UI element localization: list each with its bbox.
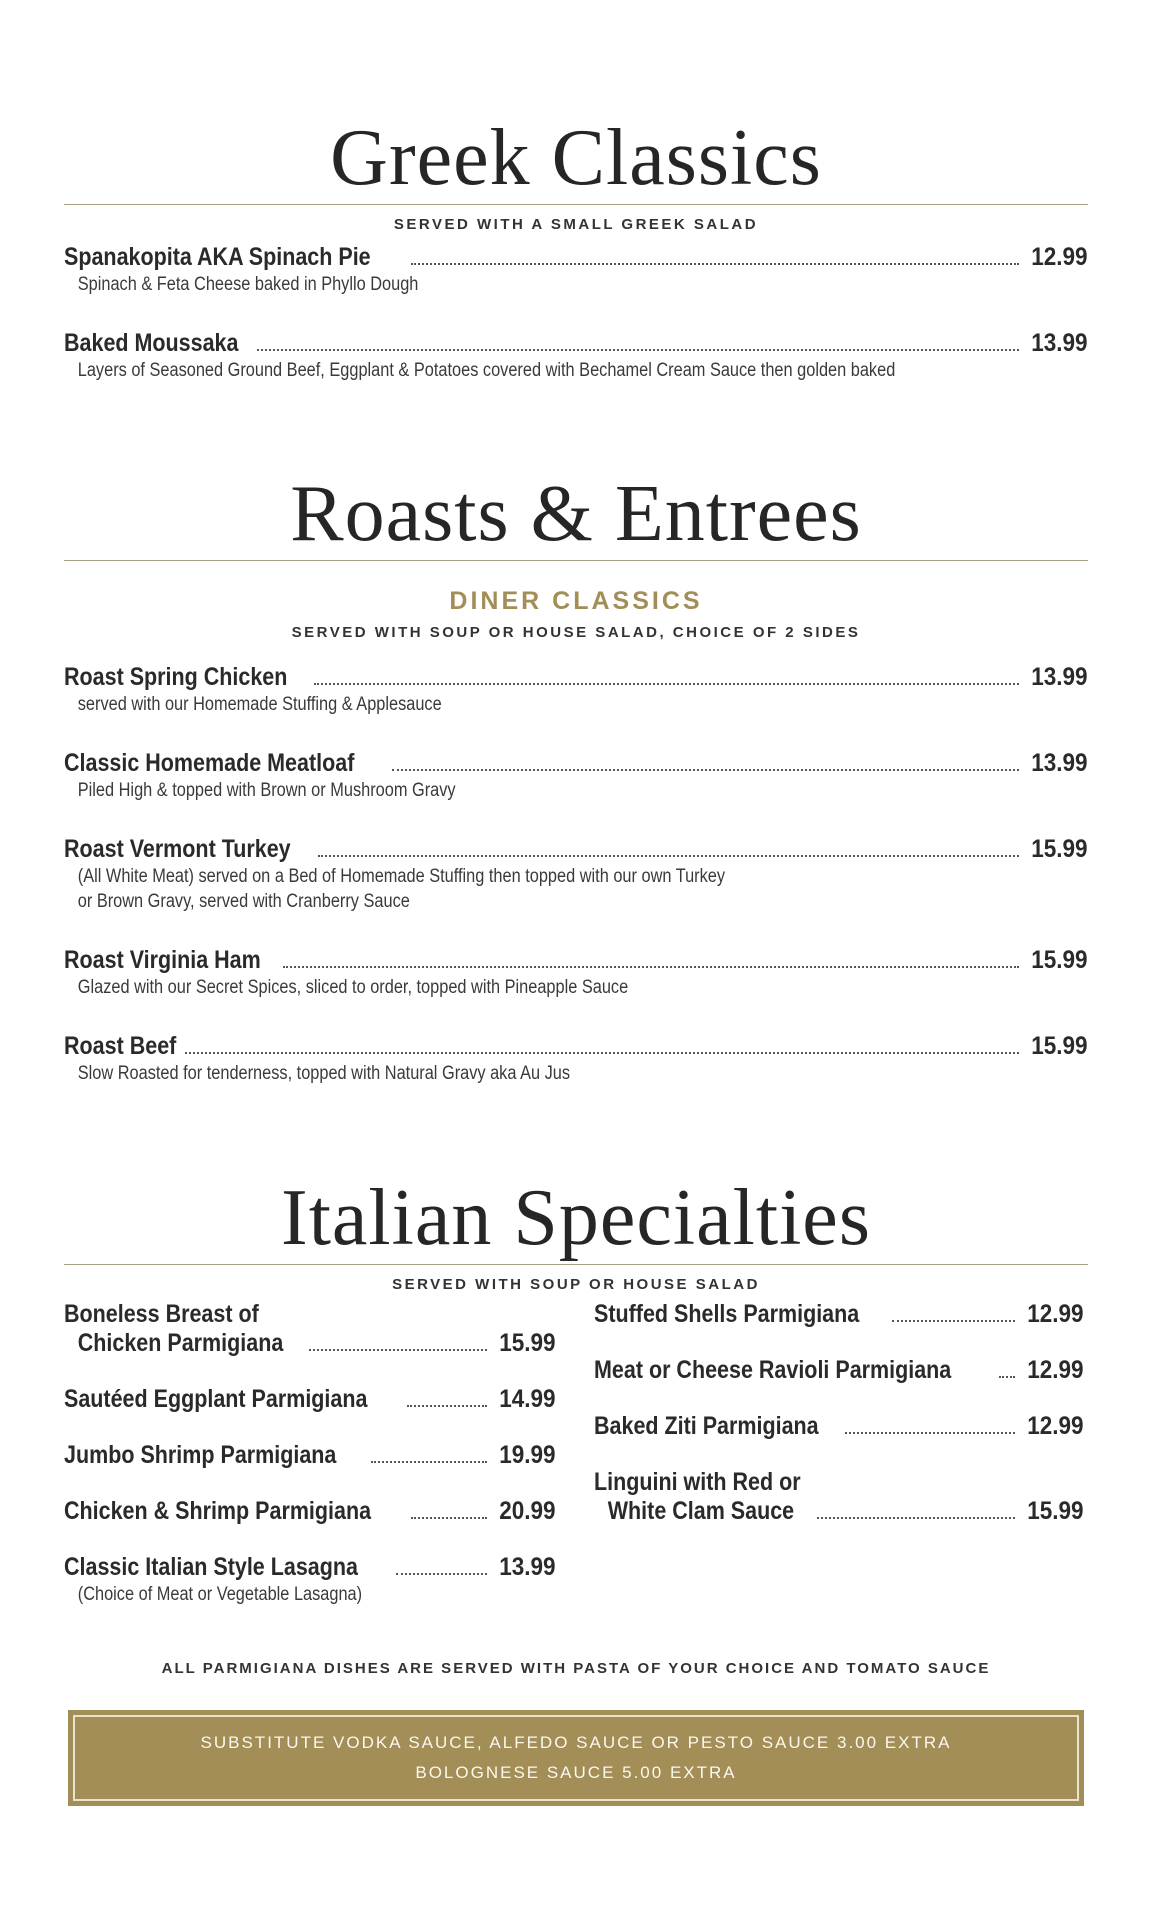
italian-left-column [64, 1300, 556, 1607]
item-price: 20.99 [499, 1497, 556, 1525]
item-name: Classic Italian Style Lasagna [64, 1553, 358, 1581]
item-name: Roast Spring Chicken [64, 663, 288, 691]
section-title: Roasts & Entrees [290, 470, 862, 558]
item-name: Jumbo Shrimp Parmigiana [64, 1441, 337, 1469]
item-description: (All White Meat) served on a Bed of Homemade Stuffing then topped with our own Turkey [77, 866, 726, 887]
item-price: 12.99 [1027, 1412, 1084, 1440]
menu-item [64, 835, 1088, 914]
item-price: 19.99 [499, 1441, 556, 1469]
dot-leader [411, 263, 1020, 265]
dot-leader [396, 1573, 488, 1575]
section-subtitle: SERVED WITH A SMALL GREEK SALAD [393, 216, 759, 233]
italian-right-column [594, 1300, 1084, 1526]
item-name: Stuffed Shells Parmigiana [594, 1300, 860, 1328]
greek-classics-section [64, 116, 1088, 383]
item-price: 12.99 [1031, 243, 1088, 271]
menu-item [64, 663, 1088, 717]
item-description-line-2: or Brown Gravy, served with Cranberry Sauce [77, 891, 410, 912]
menu-item [64, 1385, 556, 1414]
item-name: Sautéed Eggplant Parmigiana [64, 1385, 368, 1413]
divider [64, 204, 1088, 205]
dot-leader [392, 769, 1020, 771]
section-title: Greek Classics [330, 114, 822, 202]
divider [64, 1264, 1088, 1265]
item-description: served with our Homemade Stuffing & Applesauce [77, 694, 442, 715]
sauce-substitution-line-2: BOLOGNESE SAUCE 5.00 EXTRA [415, 1763, 737, 1782]
item-price: 15.99 [1031, 1032, 1088, 1060]
item-price: 12.99 [1027, 1300, 1084, 1328]
menu-item [64, 946, 1088, 1000]
dot-leader [817, 1517, 1016, 1519]
item-name: Boneless Breast of [64, 1300, 259, 1328]
menu-item [64, 243, 1088, 297]
item-price: 13.99 [499, 1553, 556, 1581]
item-name: Baked Ziti Parmigiana [594, 1412, 819, 1440]
item-price: 12.99 [1027, 1356, 1084, 1384]
menu-item [64, 1300, 556, 1358]
divider [64, 560, 1088, 561]
sauce-substitution-line-1: SUBSTITUTE VODKA SAUCE, ALFEDO SAUCE OR PESTO SAUCE 3.00 EXTRA [200, 1733, 952, 1752]
section-heading: DINER CLASSICS [449, 587, 703, 615]
section-subtitle: SERVED WITH SOUP OR HOUSE SALAD [392, 1276, 760, 1293]
dot-leader [318, 855, 1020, 857]
menu-item [64, 1497, 556, 1526]
menu-item [594, 1468, 1084, 1526]
item-name: Roast Beef [64, 1032, 177, 1060]
item-price: 15.99 [499, 1329, 556, 1357]
dot-leader [314, 683, 1020, 685]
roasts-entrees-section [64, 472, 1088, 1086]
dot-leader [892, 1320, 1015, 1322]
menu-item [64, 1032, 1088, 1086]
dot-leader [999, 1376, 1015, 1378]
menu-page [64, 0, 1088, 1920]
menu-item [64, 329, 1088, 383]
item-name: Roast Vermont Turkey [64, 835, 291, 863]
dot-leader [257, 349, 1020, 351]
item-price: 15.99 [1031, 946, 1088, 974]
item-description: (Choice of Meat or Vegetable Lasagna) [77, 1584, 363, 1605]
item-name: Linguini with Red or [594, 1468, 801, 1496]
item-name: Baked Moussaka [64, 329, 239, 357]
menu-item [64, 749, 1088, 803]
dot-leader [309, 1349, 487, 1351]
dot-leader [283, 966, 1020, 968]
item-name: Chicken & Shrimp Parmigiana [64, 1497, 372, 1525]
item-price: 13.99 [1031, 329, 1088, 357]
menu-item [594, 1300, 1084, 1329]
menu-item [594, 1356, 1084, 1385]
dot-leader [407, 1405, 488, 1407]
item-name: Roast Virginia Ham [64, 946, 261, 974]
menu-item [594, 1412, 1084, 1441]
sauce-substitution-box [68, 1710, 1084, 1806]
item-description: Piled High & topped with Brown or Mushroom Gravy [77, 780, 456, 801]
item-price: 13.99 [1031, 749, 1088, 777]
item-name: Classic Homemade Meatloaf [64, 749, 355, 777]
item-name-line-2: White Clam Sauce [607, 1497, 795, 1525]
item-price: 15.99 [1031, 835, 1088, 863]
item-price: 13.99 [1031, 663, 1088, 691]
item-name: Spanakopita AKA Spinach Pie [64, 243, 371, 271]
dot-leader [845, 1432, 1015, 1434]
item-price: 14.99 [499, 1385, 556, 1413]
section-title: Italian Specialties [281, 1174, 871, 1262]
menu-item [64, 1553, 556, 1607]
item-description: Layers of Seasoned Ground Beef, Eggplant & Potatoes covered with Bechamel Cream Sauce then golden baked [77, 360, 896, 381]
dot-leader [185, 1052, 1020, 1054]
dot-leader [371, 1461, 488, 1463]
item-name: Meat or Cheese Ravioli Parmigiana [594, 1356, 952, 1384]
item-price: 15.99 [1027, 1497, 1084, 1525]
parmigiana-note: ALL PARMIGIANA DISHES ARE SERVED WITH PASTA OF YOUR CHOICE AND TOMATO SAUCE [161, 1660, 991, 1677]
item-description: Glazed with our Secret Spices, sliced to order, topped with Pineapple Sauce [77, 977, 629, 998]
dot-leader [411, 1517, 487, 1519]
section-subtitle: SERVED WITH SOUP OR HOUSE SALAD, CHOICE OF 2 SIDES [291, 624, 861, 641]
italian-specialties-section [64, 1176, 1088, 1293]
item-name-line-2: Chicken Parmigiana [77, 1329, 284, 1357]
item-description: Slow Roasted for tenderness, topped with Natural Gravy aka Au Jus [77, 1063, 571, 1084]
menu-item [64, 1441, 556, 1470]
item-description: Spinach & Feta Cheese baked in Phyllo Dough [77, 274, 419, 295]
